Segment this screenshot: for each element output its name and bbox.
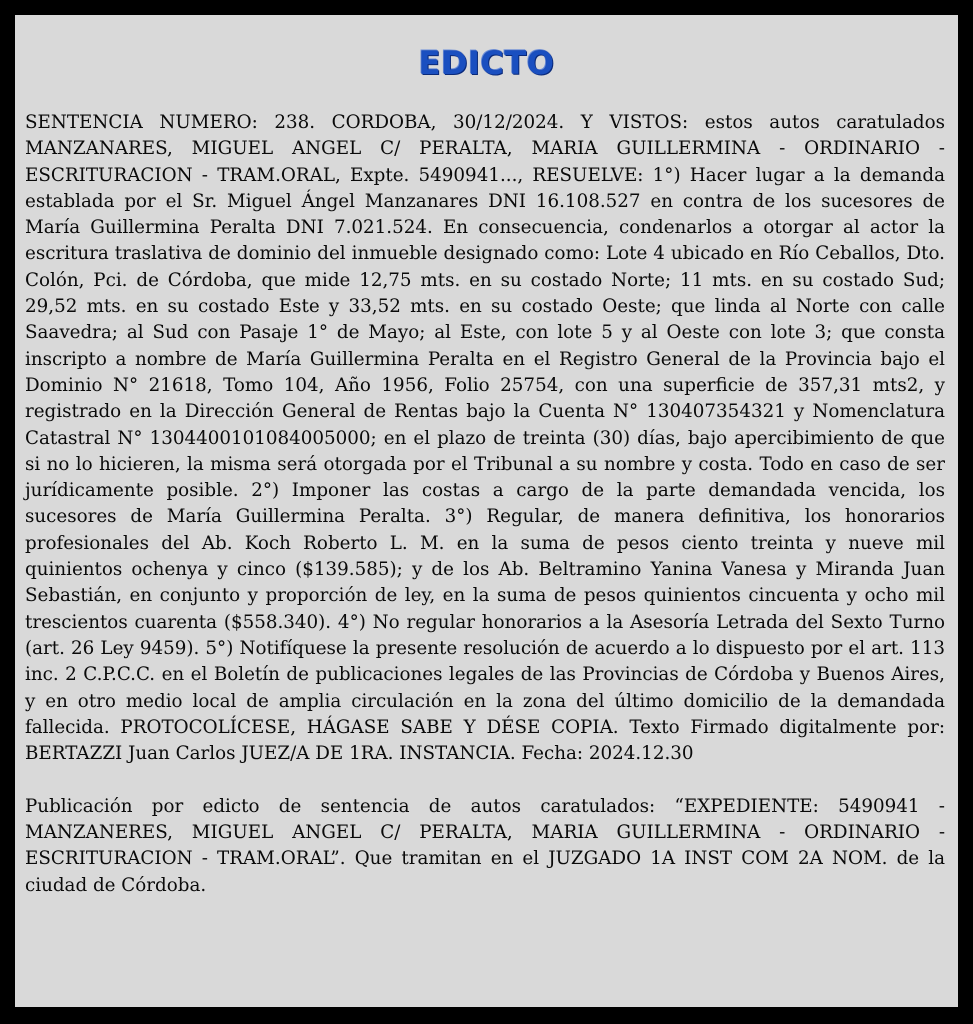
sentence-paragraph: SENTENCIA NUMERO: 238. CORDOBA, 30/12/2024. Y VISTOS: estos autos caratulados MANZANARES, MIGUEL ANGEL C/ PERALTA, MARIA GUILLERMINA - ORDINARIO - ESCRITURACION - TRAM.ORAL, Expte. 5490941..., RESUELVE: 1°) Hacer lugar a la demanda establada por el Sr. Miguel Ángel Manzanares DNI 16.108.527 en contra de los sucesores de María Guillermina Peralta DNI 7.021.524. En consecuencia, condenarlos a otorgar al actor la escritura traslativa de dominio del inmueble designado como: Lote 4 ubicado en Río Ceballos, Dto. Colón, Pci. de Córdoba, que mide 12,75 mts. en su costado Norte; 11 mts. en su costado Sud; 29,52 mts. en su costado Este y 33,52 mts. en su costado Oeste; que linda al Norte con calle Saavedra; al Sud con Pasaje 1° de Mayo; al Este, con lote 5 y al Oeste con lote 3; que consta inscripto a nombre de María Guillermina Peralta en el Registro General de la Provincia bajo el Dominio N° 21618, Tomo 104, Año 1956, Folio 25754, con una superficie de 357,31 mts2, y registrado en la Dirección General de Rentas bajo la Cuenta N° 130407354321 y Nomenclatura Catastral N° 1304400101084005000; en el plazo de treinta (30) días, bajo apercibimiento de que si no lo hicieren, la misma será otorgada por el Tribunal a su nombre y costa. Todo en caso de ser jurídicamente posible. 2°) Imponer las costas a cargo de la parte demandada vencida, los sucesores de María Guillermina Peralta. 3°) Regular, de manera definitiva, los honorarios profesionales del Ab. Koch Roberto L. M. en la suma de pesos ciento treinta y nueve mil quinientos ochenya y cinco ($139.585); y de los Ab. Beltramino Yanina Vanesa y Miranda Juan Sebastián, en conjunto y proporción de ley, en la suma de pesos quinientos cincuenta y ocho mil trescientos cuarenta ($558.340). 4°) No regular honorarios a la Asesoría Letrada del Sexto Turno (art. 26 Ley 9459). 5°) Notifíquese la presente resolución de acuerdo a lo dispuesto por el art. 113 inc. 2 C.P.C.C. en el Boletín de publicaciones legales de las Provincias de Córdoba y Buenos Aires, y en otro medio local de amplia circulación en la zona del último domicilio de la demandada fallecida. PROTOCOLÍCESE, HÁGASE SABE Y DÉSE COPIA. Texto Firmado digitalmente por: BERTAZZI Juan Carlos JUEZ/A DE 1RA. INSTANCIA. Fecha: 2024.12.30 <box>25 112 945 765</box>
edict-panel <box>15 15 958 1007</box>
edict-title: EDICTO <box>418 44 555 82</box>
edict-body <box>25 110 945 899</box>
publication-paragraph: Publicación por edicto de sentencia de autos caratulados: “EXPEDIENTE: 5490941 - MANZANERES, MIGUEL ANGEL C/ PERALTA, MARIA GUILLERMINA - ORDINARIO - ESCRITURACION - TRAM.ORAL”. Que tramitan en el JUZGADO 1A INST COM 2A NOM. de la ciudad de Córdoba. <box>25 795 945 896</box>
